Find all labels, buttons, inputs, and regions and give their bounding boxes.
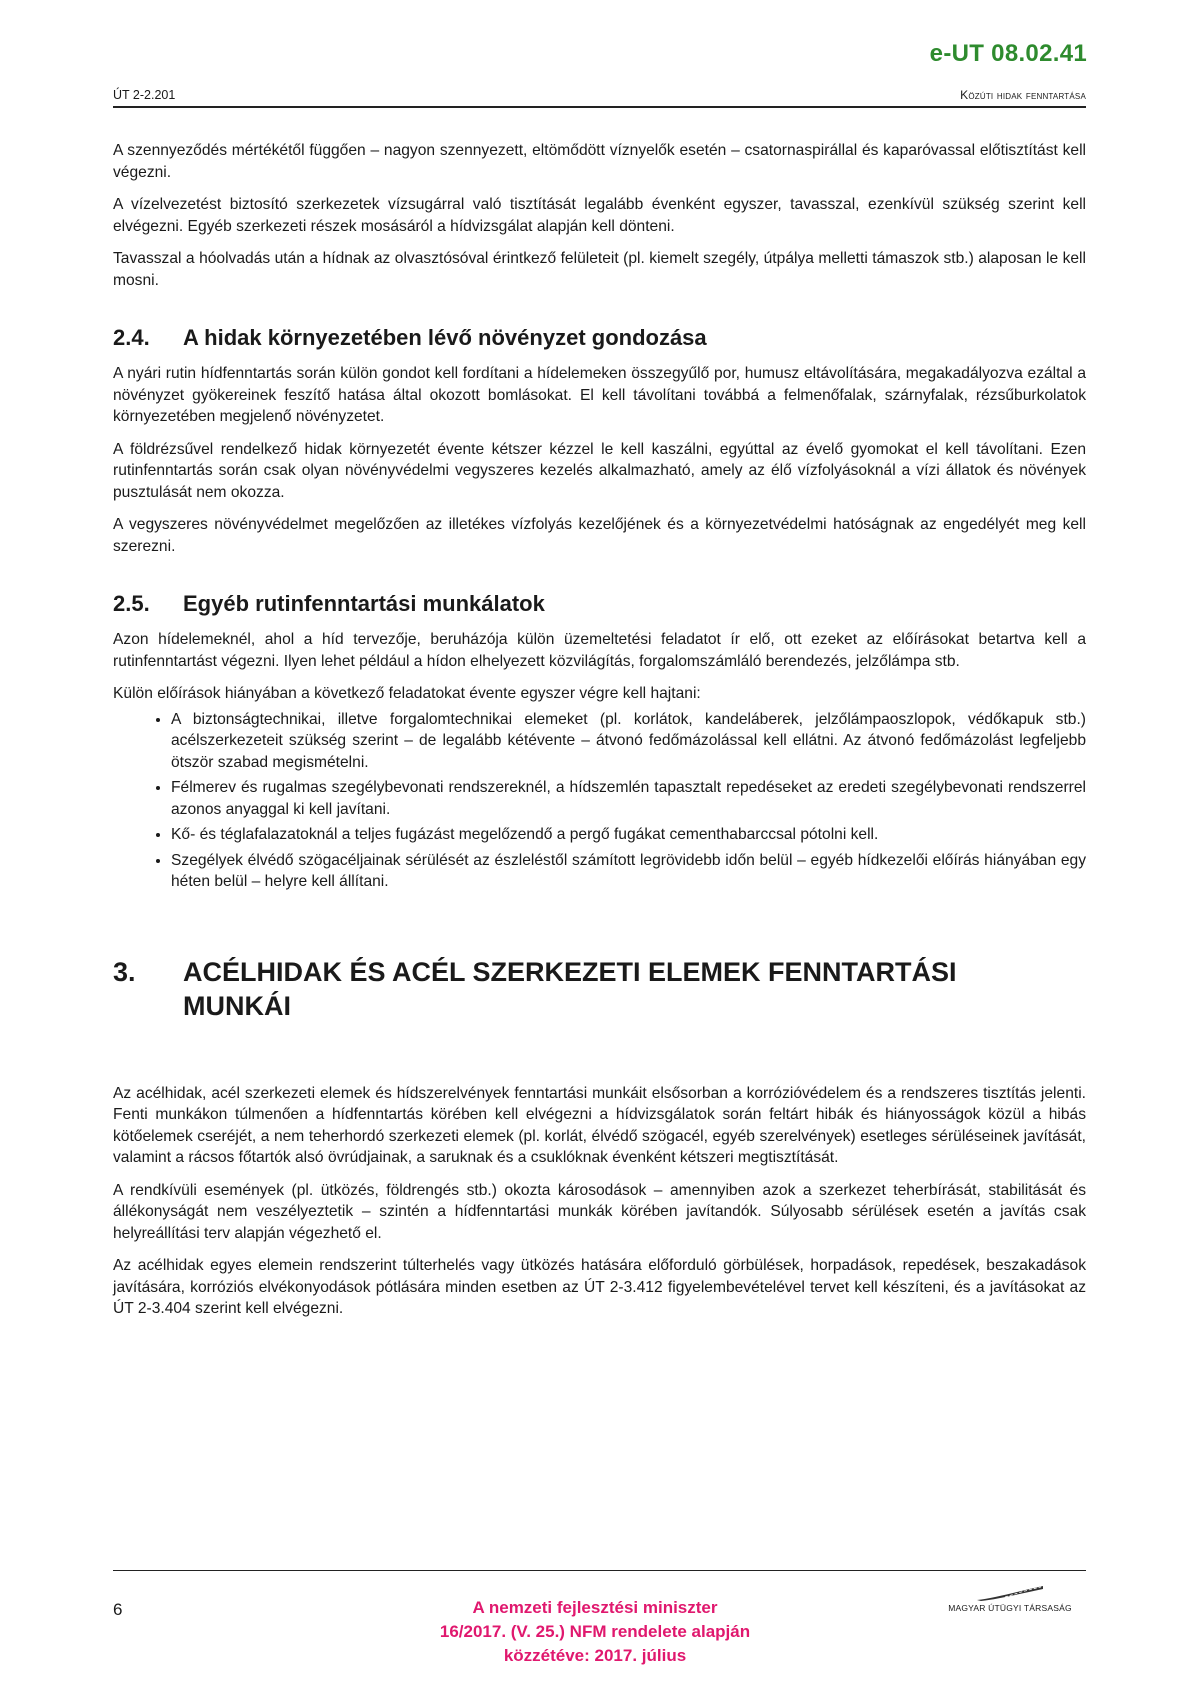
standard-number: ÚT 2-2.201 (113, 88, 176, 102)
society-logo (935, 1584, 1085, 1613)
chapter-title (183, 955, 957, 1023)
publication-note-line: közzétéve: 2017. július (503, 1646, 687, 1665)
page-body (113, 140, 1086, 1331)
paragraph: Tavasszal a hóolvadás után a hídnak az olvasztósóval érintkező felületeit (pl. kiemelt szegély, útpálya melletti támaszok stb.) alaposan le kell mosni. (113, 250, 1086, 289)
document-code: e-UT 08.02.41 (929, 40, 1087, 67)
paragraph: A földrézsűvel rendelkező hidak környezetét évente kétszer kézzel le kell kaszálni, egyúttal az évelő gyomokat el kell távolítani. Ezen rutinfenntartás során csak olyan növényvédelmi vegyszeres kezelés alkalmazható, amely az élő vízfolyásoknál a vízi állatok és növények pusztulását nem okozza. (113, 440, 1086, 501)
page-number: 6 (113, 1600, 123, 1619)
list-item: • Félmerev és rugalmas szegélybevonati rendszereknél, a hídszemlén tapasztalt repedéseket az eredeti szegélybevonati rendszerrel azonos anyaggal ki kell javítani. (171, 777, 1086, 820)
task-list (113, 709, 1086, 893)
paragraph: Az acélhidak egyes elemein rendszerint túlterhelés vagy ütközés hatására előforduló görbülések, horpadások, repedések, beszakadások javítására, korróziós elvékonyodások pótlására minden esetben az ÚT 2-3.412 figyelembevételével tervet kell készíteni, és a javításokat az ÚT 2-3.404 szerint kell elvégezni. (113, 1257, 1086, 1317)
paragraph: Az acélhidak, acél szerkezeti elemek és hídszerelvények fenntartási munkáit elsősorban a korrózióvédelem és a rendszeres tisztítás jelenti. Fenti munkákon túlmenően a hídfenntartás körében kell elvégezni a hídvizsgálatok során feltárt hibák és hiányosságok közül a hibás kötőelemek cseréjét, a nem teherhordó szerkezeti elemek (pl. korlát, élvédő szögacél, egyéb szerelvények) esetleges sérüléseinek javítását, valamint a rácsos főtartók alsó övrúdjainak, a saruknak és a csuklóknak évenként kétszeri megtisztítását. (113, 1084, 1086, 1166)
publication-note (360, 1596, 830, 1668)
paragraph: Azon hídelemeknél, ahol a híd tervezője, beruházója külön üzemeltetési feladatot ír elő, ott ezeket az előírásokat betartva kell a rutinfenntartást végezni. Ilyen lehet például a hídon elhelyezett közvilágítás, forgalomszámláló berendezés, jelzőlámpa stb. (113, 631, 1086, 670)
list-item: • Kő- és téglafalazatoknál a teljes fugázást megelőzendő a pergő fugákat cementhabarccsal pótolni kell. (171, 824, 1086, 846)
paragraph: A nyári rutin hídfenntartás során külön gondot kell fordítani a hídelemeken összegyűlő por, humusz eltávolítására, megakadályozva ezáltal a növényzet gyökereinek feszítő hatása által okozott bomlásokat. El kell távolítani továbbá a felmenőfalak, szárnyfalak, rézsűburkolatok környezetében megjelenő növényzetet. (113, 365, 1086, 425)
section-title: Egyéb rutinfenntartási munkálatok (183, 591, 545, 616)
running-header (113, 88, 1086, 108)
paragraph: A vízelvezetést biztosító szerkezetek vízsugárral való tisztítását legalább évenként egyszer, tavasszal, ezenkívül szükség szerint kell elvégezni. Egyéb szerkezeti részek mosásáról a hídvizsgálat alapján kell dönteni. (113, 196, 1086, 235)
publication-note-line: A nemzeti fejlesztési miniszter (472, 1598, 718, 1617)
chapter-title-line: MUNKÁI (183, 990, 291, 1021)
paragraph: A szennyeződés mértékétől függően – nagyon szennyezett, eltömődött víznyelők esetén – csatornaspirállal és kaparóvassal előtisztítást kell végezni. (113, 142, 1086, 181)
logo-text: MAGYAR ÚTÜGYI TÁRSASÁG (948, 1603, 1072, 1613)
chapter-title-line: ACÉLHIDAK ÉS ACÉL SZERKEZETI ELEMEK FENNTARTÁSI (183, 956, 957, 987)
chapter-heading-3 (113, 955, 1086, 1023)
footer-rule (113, 1570, 1086, 1571)
paragraph: A rendkívüli események (pl. ütközés, földrengés stb.) okozta károsodások – amennyiben azok a szerkezet teherbírását, stabilitását és állékonyságát nem veszélyeztetik – szintén a hídfenntartási munkák körében javítandók. Súlyosabb sérülések esetén a javítás csak helyreállítási terv alapján végezhető el. (113, 1181, 1086, 1242)
document-title: Közúti hidak fenntartása (960, 88, 1086, 102)
list-item: • Szegélyek élvédő szögacéljainak sérülését az észleléstől számított legrövidebb időn belül – egyéb hídkezelői előírás hiányában egy héten belül – helyre kell állítani. (171, 850, 1086, 893)
section-title: A hidak környezetében lévő növényzet gondozása (183, 325, 707, 350)
publication-note-line: 16/2017. (V. 25.) NFM rendelete alapján (439, 1622, 751, 1641)
list-item: • A biztonságtechnikai, illetve forgalomtechnikai elemeket (pl. korlátok, kandeláberek, jelzőlámpaoszlopok, védőkapuk stb.) acélszerkezeteit szükség szerint – de legalább kétévente – átvonó fedőmázolással kell ellátni. Az átvonó fedőmázolást legfeljebb ötször szabad megismételni. (171, 709, 1086, 774)
section-number: 2.5. (113, 591, 150, 616)
section-heading-2-4 (113, 325, 1086, 351)
road-swoosh-icon (975, 1584, 1045, 1602)
chapter-number: 3. (113, 956, 136, 987)
section-number: 2.4. (113, 325, 150, 350)
paragraph: Külön előírások hiányában a következő feladatokat évente egyszer végre kell hajtani: (113, 685, 701, 702)
section-heading-2-5 (113, 591, 1086, 617)
paragraph: A vegyszeres növényvédelmet megelőzően az illetékes vízfolyás kezelőjének és a környezetvédelmi hatóságnak az engedélyét meg kell szerezni. (113, 516, 1086, 555)
